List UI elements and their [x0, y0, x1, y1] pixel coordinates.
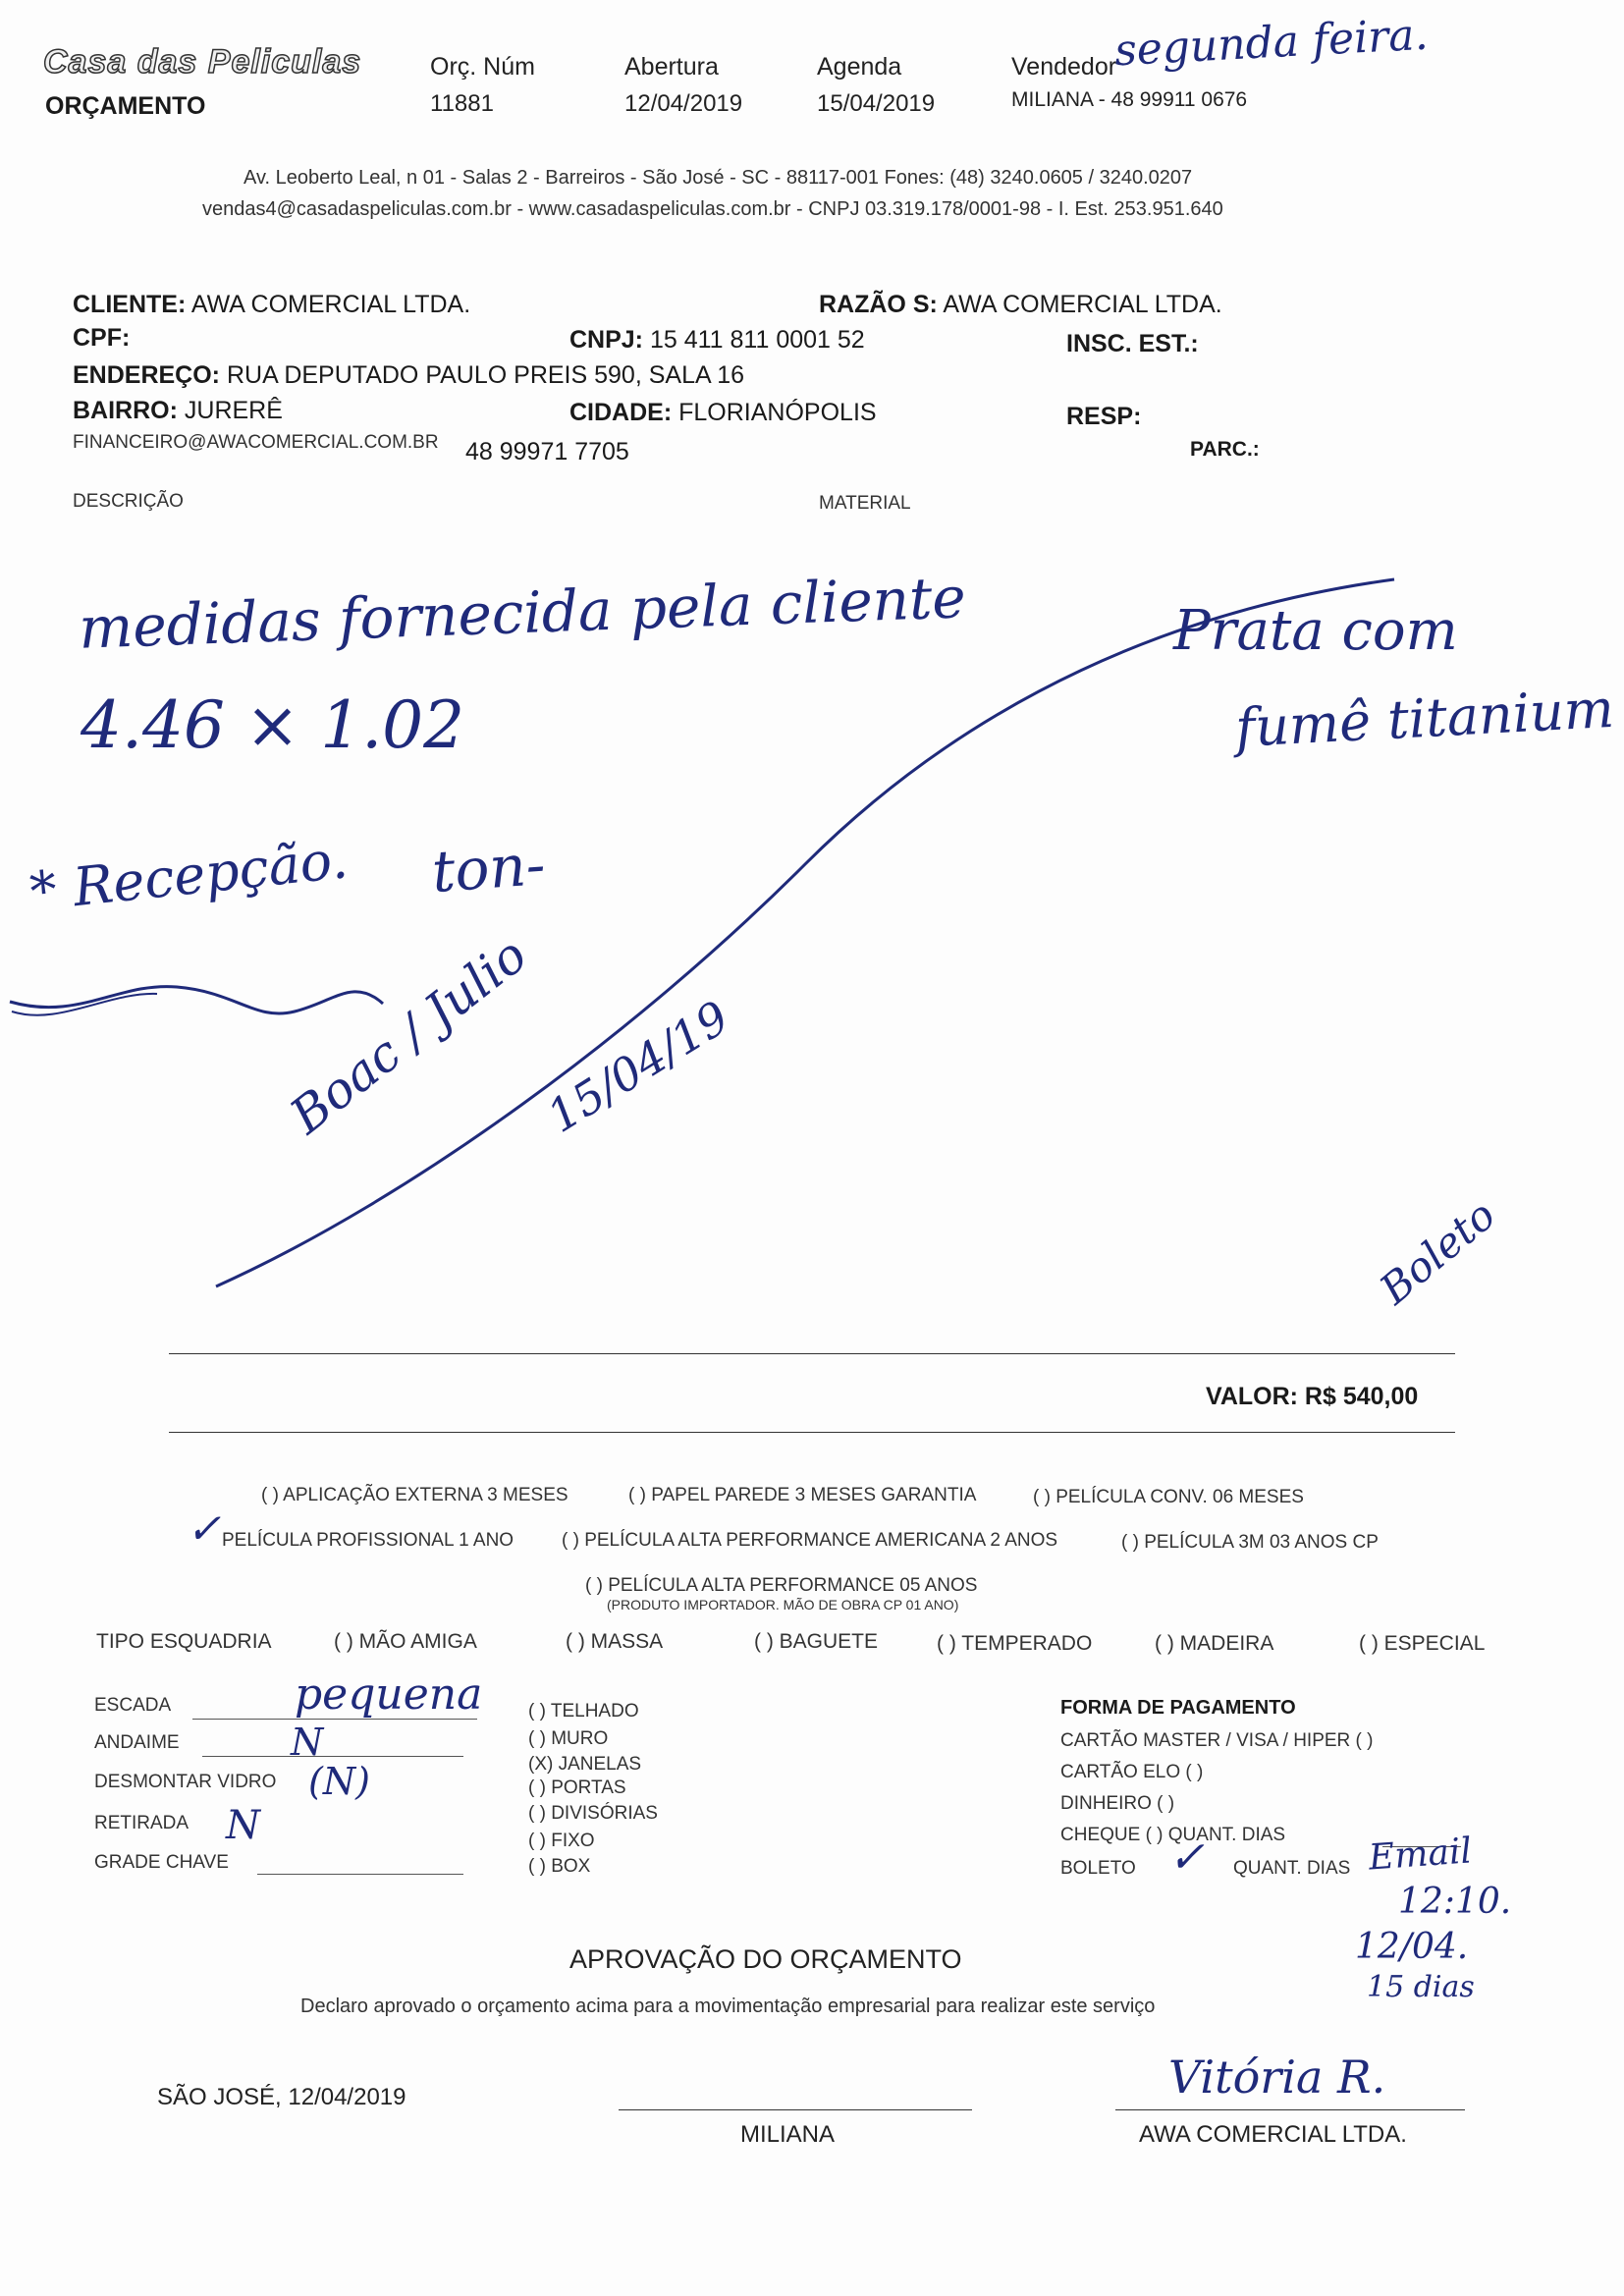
andaime-label: ANDAIME — [94, 1732, 180, 1753]
insc-est-label: INSC. EST.: — [1066, 330, 1199, 357]
esquadria-mao-amiga[interactable]: ( ) MÃO AMIGA — [334, 1630, 477, 1653]
boleto-email-note: Email — [1367, 1831, 1474, 1879]
cliente-value: AWA COMERCIAL LTDA. — [190, 291, 471, 318]
valor-bottom-rule — [169, 1432, 1455, 1433]
handwritten-time: 12:10. — [1398, 1882, 1512, 1922]
option-pelicula-conv[interactable]: ( ) PELÍCULA CONV. 06 MESES — [1033, 1487, 1304, 1507]
option-pelicula-profissional[interactable]: PELÍCULA PROFISSIONAL 1 ANO — [222, 1530, 514, 1551]
esquadria-madeira[interactable]: ( ) MADEIRA — [1155, 1632, 1274, 1655]
retirada-value: N — [226, 1803, 260, 1848]
handwritten-diagonal-note: Boac / Julio — [280, 925, 538, 1145]
escada-value: pequena — [295, 1669, 483, 1720]
valor-top-rule — [169, 1353, 1455, 1354]
option-aplicacao-externa[interactable]: ( ) APLICAÇÃO EXTERNA 3 MESES — [261, 1485, 568, 1505]
orc-num-label: Orç. Núm — [430, 53, 535, 81]
pagamento-boleto-quant: QUANT. DIAS — [1233, 1858, 1351, 1879]
esquadria-temperado[interactable]: ( ) TEMPERADO — [937, 1632, 1093, 1655]
vendedor-handwritten-note: segunda feira. — [1112, 9, 1430, 77]
grade-chave-label: GRADE CHAVE — [94, 1852, 229, 1873]
desmontar-vidro-label: DESMONTAR VIDRO — [94, 1772, 277, 1792]
esquadria-baguete[interactable]: ( ) BAGUETE — [754, 1630, 879, 1653]
local-telhado[interactable]: ( ) TELHADO — [528, 1701, 639, 1722]
option-alta-performance-americana[interactable]: ( ) PELÍCULA ALTA PERFORMANCE AMERICANA 2 ANOS — [562, 1530, 1058, 1551]
grade-chave-line — [257, 1874, 463, 1875]
agenda-label: Agenda — [817, 53, 902, 81]
abertura-value: 12/04/2019 — [624, 90, 743, 117]
local-portas[interactable]: ( ) PORTAS — [528, 1777, 626, 1798]
cpf-label: CPF: — [73, 324, 131, 352]
handwritten-measurements-note: medidas fornecida pela cliente — [78, 564, 967, 662]
wavy-underline-extra — [12, 994, 157, 1015]
pagamento-cartao-elo[interactable]: CARTÃO ELO ( ) — [1060, 1762, 1204, 1782]
orc-num-value: 11881 — [430, 90, 494, 117]
client-email: FINANCEIRO@AWACOMERCIAL.COM.BR — [73, 432, 439, 453]
endereco-value: RUA DEPUTADO PAULO PREIS 590, SALA 16 — [226, 361, 745, 389]
local-muro[interactable]: ( ) MURO — [528, 1728, 609, 1749]
signature-line-left — [619, 2109, 972, 2110]
handwritten-diagonal-date: 15/04/19 — [538, 990, 738, 1143]
pagamento-cheque[interactable]: CHEQUE ( ) QUANT. DIAS — [1060, 1825, 1286, 1845]
handwritten-room-extra: ton- — [429, 831, 548, 905]
bairro-value: JURERÊ — [184, 397, 283, 424]
descricao-label: DESCRIÇÃO — [73, 491, 184, 512]
document-type: ORÇAMENTO — [45, 92, 206, 120]
aprovacao-title: APROVAÇÃO DO ORÇAMENTO — [569, 1944, 962, 1974]
signature-name-left: MILIANA — [740, 2121, 836, 2148]
agenda-value: 15/04/2019 — [817, 90, 936, 117]
company-contact: vendas4@casadaspeliculas.com.br - www.casadaspeliculas.com.br - CNPJ 03.319.178/0001-98 - I. Est. 253.951.640 — [202, 198, 1223, 220]
pagamento-title: FORMA DE PAGAMENTO — [1060, 1697, 1296, 1719]
option-papel-parede[interactable]: ( ) PAPEL PAREDE 3 MESES GARANTIA — [628, 1485, 977, 1505]
cnpj-label: CNPJ: — [569, 326, 644, 354]
endereco-label: ENDEREÇO: — [73, 361, 221, 389]
wavy-underline — [10, 987, 383, 1013]
handwritten-material-line2: fumê titanium — [1233, 677, 1616, 760]
cliente-label: CLIENTE: — [73, 291, 187, 318]
valor-total: VALOR: R$ 540,00 — [1206, 1383, 1419, 1410]
vendedor-label: Vendedor — [1011, 53, 1117, 81]
retirada-label: RETIRADA — [94, 1813, 189, 1833]
diagonal-cross-line — [216, 579, 1394, 1286]
esquadria-especial[interactable]: ( ) ESPECIAL — [1359, 1632, 1486, 1655]
option-alta-performance-05-note: (PRODUTO IMPORTADOR. MÃO DE OBRA CP 01 ANO) — [607, 1597, 959, 1613]
esquadria-massa[interactable]: ( ) MASSA — [566, 1630, 664, 1653]
handwritten-days: 15 dias — [1367, 1970, 1475, 2004]
client-signature: Vitória R. — [1168, 2050, 1386, 2104]
bairro-label: BAIRRO: — [73, 397, 178, 424]
signature-name-right: AWA COMERCIAL LTDA. — [1139, 2121, 1407, 2148]
cidade-value: FLORIANÓPOLIS — [678, 399, 877, 426]
razao-label: RAZÃO S: — [819, 291, 938, 318]
option-profissional-check: ✓ — [187, 1504, 222, 1553]
company-logo: Casa das Peliculas — [43, 43, 362, 81]
local-box[interactable]: ( ) BOX — [528, 1856, 591, 1877]
cidade-label: CIDADE: — [569, 399, 673, 426]
handwritten-room: * Recepção. — [27, 828, 352, 923]
boleto-check: ✓ — [1168, 1832, 1205, 1883]
local-divisorias[interactable]: ( ) DIVISÓRIAS — [528, 1803, 658, 1824]
aprovacao-declaration: Declaro aprovado o orçamento acima para a movimentação empresarial para realizar este serviço — [300, 1995, 1156, 2017]
escada-label: ESCADA — [94, 1695, 172, 1716]
handwritten-material-line1: Prata com — [1173, 599, 1458, 663]
razao-value: AWA COMERCIAL LTDA. — [943, 291, 1222, 318]
option-pelicula-3m[interactable]: ( ) PELÍCULA 3M 03 ANOS CP — [1121, 1532, 1379, 1553]
handwritten-date: 12/04. — [1355, 1927, 1469, 1967]
pagamento-cartao-master[interactable]: CARTÃO MASTER / VISA / HIPER ( ) — [1060, 1730, 1374, 1751]
parc-label: PARC.: — [1190, 438, 1260, 461]
resp-label: RESP: — [1066, 403, 1142, 430]
handwritten-dimensions: 4.46 × 1.02 — [81, 687, 465, 763]
andaime-line — [202, 1756, 463, 1757]
esquadria-label: TIPO ESQUADRIA — [96, 1630, 272, 1653]
client-phone: 48 99971 7705 — [465, 438, 629, 465]
material-label: MATERIAL — [819, 493, 911, 514]
pagamento-dinheiro[interactable]: DINHEIRO ( ) — [1060, 1793, 1175, 1814]
pagamento-boleto[interactable]: BOLETO — [1060, 1858, 1136, 1879]
place-date: SÃO JOSÉ, 12/04/2019 — [157, 2084, 406, 2110]
vendedor-value: MILIANA - 48 99911 0676 — [1011, 88, 1248, 111]
handwritten-boleto-note: Boleto — [1371, 1190, 1505, 1314]
abertura-label: Abertura — [624, 53, 719, 81]
andaime-value: N — [291, 1721, 324, 1764]
desmontar-vidro-value: (N) — [308, 1760, 370, 1803]
signature-line-right — [1115, 2109, 1465, 2110]
company-address: Av. Leoberto Leal, n 01 - Salas 2 - Barreiros - São José - SC - 88117-001 Fones: (48) 3240.0605 / 3240.0207 — [244, 167, 1193, 189]
option-alta-performance-05[interactable]: ( ) PELÍCULA ALTA PERFORMANCE 05 ANOS — [585, 1575, 978, 1596]
local-fixo[interactable]: ( ) FIXO — [528, 1831, 595, 1851]
local-janelas[interactable]: (X) JANELAS — [528, 1754, 642, 1775]
cnpj-value: 15 411 811 0001 52 — [649, 326, 865, 354]
